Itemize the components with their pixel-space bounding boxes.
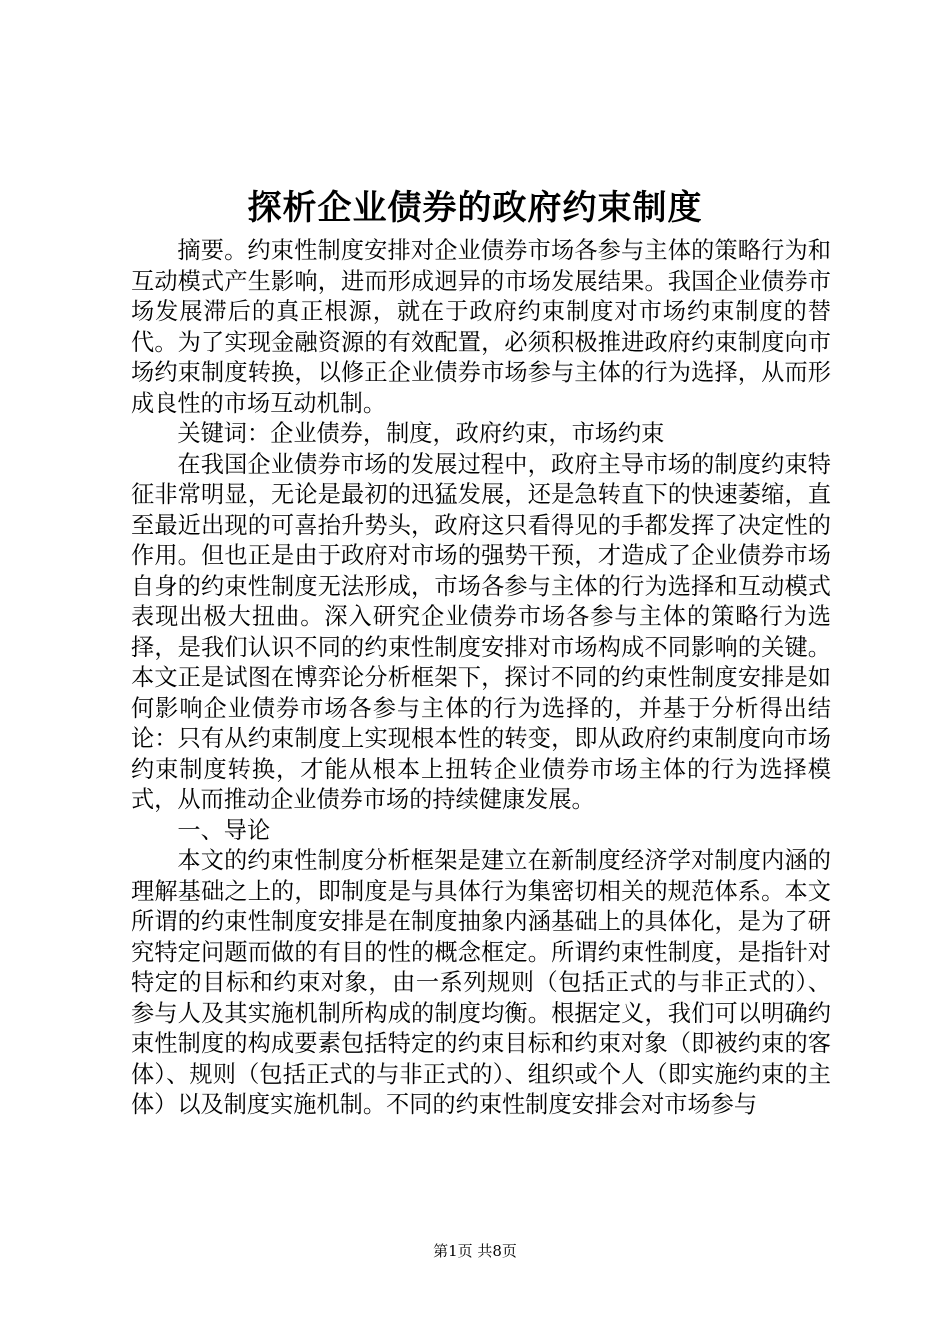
abstract-paragraph: 摘要。约束性制度安排对企业债券市场各参与主体的策略行为和互动模式产生影响，进而形成迥异的市场发展结果。我国企业债券市场发展滞后的真正根源，就在于政府约束制度对市场约束制度的替代。为了实现金融资源的有效配置，必须积极推进政府约束制度向市场约束制度转换，以修正企业债券市场参与主体的行为选择，从而形成良性的市场互动机制。 [131,237,831,417]
section-heading: 一、导论 [177,816,271,844]
document-body [131,236,831,1121]
keywords-paragraph: 关键词：企业债券，制度，政府约束，市场约束 [177,420,665,447]
body-paragraph: 在我国企业债券市场的发展过程中，政府主导市场的制度约束特征非常明显，无论是最初的迅猛发展，还是急转直下的快速萎缩，直至最近出现的可喜抬升势头，政府这只看得见的手都发挥了决定性的作用。但也正是由于政府对市场的强势干预，才造成了企业债券市场自身的约束性制度无法形成，市场各参与主体的行为选择和互动模式表现出极大扭曲。深入研究企业债券市场各参与主体的策略行为选择，是我们认识不同的约束性制度安排对市场构成不同影响的关键。本文正是试图在博弈论分析框架下，探讨不同的约束性制度安排是如何影响企业债券市场各参与主体的行为选择的，并基于分析得出结论：只有从约束制度上实现根本性的转变，即从政府约束制度向市场约束制度转换，才能从根本上扭转企业债券市场主体的行为选择模式，从而推动企业债券市场的持续健康发展。 [131,450,831,813]
body-paragraph: 本文的约束性制度分析框架是建立在新制度经济学对制度内涵的理解基础之上的，即制度是与具体行为集密切相关的规范体系。本文所谓的约束性制度安排是在制度抽象内涵基础上的具体化，是为了研究特定问题而做的有目的性的概念框定。所谓约束性制度，是指针对特定的目标和约束对象，由一系列规则（包括正式的与非正式的）、参与人及其实施机制所构成的制度均衡。根据定义，我们可以明确约束性制度的构成要素包括特定的约束目标和约束对象（即被约束的客体）、规则（包括正式的与非正式的）、组织或个人（即实施约束的主体）以及制度实施机制。不同的约束性制度安排会对市场参与 [131,847,831,1118]
document-title: 探析企业债券的政府约束制度 [247,188,703,228]
page-footer: 第1页 共8页 [433,1242,517,1260]
